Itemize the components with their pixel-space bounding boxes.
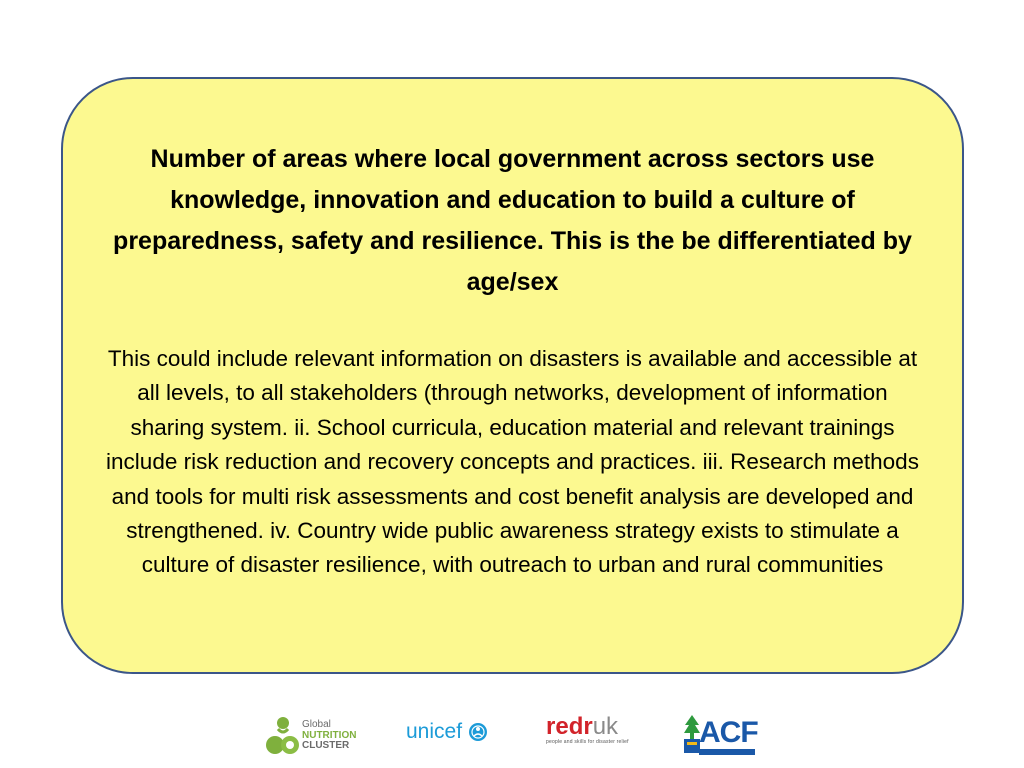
partner-logos <box>0 705 1024 761</box>
unicef-wordmark: unicef <box>406 720 463 743</box>
unicef-emblem-icon <box>468 722 488 742</box>
redr-tagline: people and skills for disaster relief <box>546 739 629 745</box>
acf-logo <box>683 711 757 755</box>
redr-uk-logo <box>546 713 629 745</box>
acf-wordmark: ACF <box>699 716 758 749</box>
content-card <box>61 77 964 674</box>
gnc-wordmark: Global NUTRITION CLUSTER <box>302 719 357 751</box>
nutrition-cluster-icon <box>266 715 300 757</box>
redr-wordmark: redruk <box>546 713 619 740</box>
global-nutrition-cluster-logo <box>266 715 378 757</box>
card-heading: Number of areas where local government across sectors use knowledge, innovation and education to build a culture of preparedness, safety and resilience. This is the be differentiated by age/sex <box>113 145 912 296</box>
acf-underline <box>699 749 755 755</box>
unicef-logo <box>406 717 488 747</box>
card-body: This could include relevant information on disasters is available and accessible at all levels, to all stakeholders (through networks, development of information sharing system. ii. School curricula, education material and relevant trainings include risk reduction and recovery concepts and practices. iii. Research methods and tools for multi risk assessments and cost benefit analysis are developed and strengthened. iv. Country wide public awareness strategy exists to stimulate a culture of disaster resilience, with outreach to urban and rural communities <box>106 346 919 578</box>
